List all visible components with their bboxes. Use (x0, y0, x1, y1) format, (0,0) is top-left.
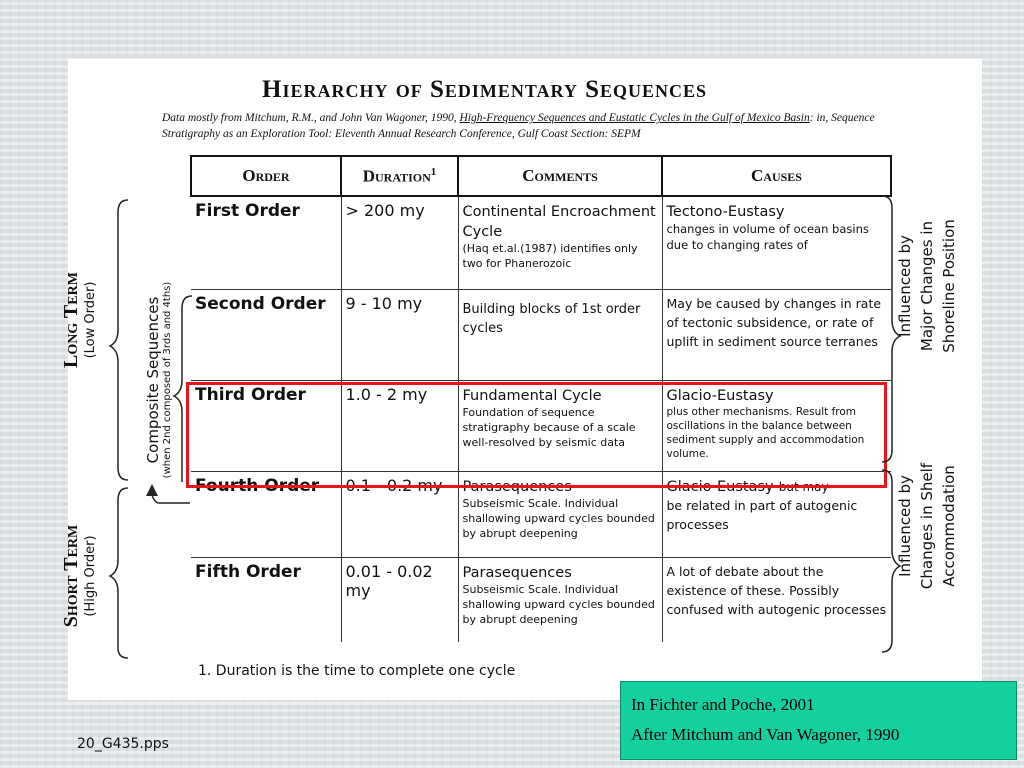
source-line-2: After Mitchum and Van Wagoner, 1990 (631, 725, 900, 744)
right-upper-line-1: Influenced by (896, 235, 914, 337)
cause-sub: May be caused by changes in rate of tectonic subsidence, or rate of uplift in sediment source terranes (666, 295, 882, 349)
short-term-subtitle: (High Order) (83, 535, 98, 617)
duration-cell: > 200 my (341, 196, 458, 289)
right-upper-label (894, 186, 966, 386)
page-title: Hierarchy of Sedimentary Sequences (262, 76, 708, 103)
cause-main: Glacio-Eustasy (666, 478, 774, 495)
comment-main: Building blocks of 1st order cycles (462, 301, 641, 336)
comment-sub: (Haq et.al.(1987) identifies only two for Phanerozoic (462, 242, 638, 270)
long-term-label (60, 220, 120, 420)
right-upper-line-3: Shoreline Position (940, 219, 958, 353)
short-term-title: Short Term (60, 524, 82, 628)
right-lower-line-1: Influenced by (896, 475, 914, 577)
duration-cell: 9 - 10 my (341, 289, 458, 380)
cause-sub: A lot of debate about the existence of these. Possibly confused with autogenic processes (666, 563, 887, 617)
composite-subtitle: (when 2nd composed of 3rds and 4ths) (162, 281, 173, 479)
header-duration-footnote-mark: 1 (430, 165, 437, 178)
header-comments: Comments (458, 156, 662, 196)
cause-main: Glacio-Eustasy (666, 387, 774, 404)
citation-title: High-Frequency Sequences and Eustatic Cycles in the Gulf of Mexico Basin (459, 112, 810, 124)
cause-sub: plus other mechanisms. Result from oscillations in the balance between sediment supply and accommodation volume. (666, 405, 865, 460)
right-lower-line-2: Changes in Shelf (918, 462, 936, 590)
file-name-label: 20_G435.pps (77, 736, 169, 752)
comment-sub: Subseismic Scale. Individual shallowing upward cycles bounded by abrupt deepening (462, 582, 655, 626)
long-term-subtitle: (Low Order) (83, 281, 98, 359)
order-cell: Second Order (191, 289, 341, 380)
short-term-label (60, 476, 120, 676)
comment-sub: Foundation of sequence stratigraphy because of a scale well-resolved by seismic data (462, 405, 636, 449)
composite-title: Composite Sequences (144, 296, 162, 464)
cause-sub: be related in part of autogenic processes (666, 497, 858, 532)
right-lower-line-3: Accommodation (940, 465, 958, 587)
header-order: Order (191, 156, 341, 196)
cause-sub: changes in volume of ocean basins due to changing rates of (666, 222, 869, 252)
duration-cell: 0.1 - 0.2 my (341, 471, 458, 557)
order-cell: Fifth Order (191, 557, 341, 642)
right-lower-label (894, 426, 966, 626)
comment-main: Parasequences (462, 478, 572, 495)
footnote: 1. Duration is the time to complete one cycle (198, 663, 516, 679)
citation-part1: Data mostly from Mitchum, R.M., and John Van Wagoner, 1990, (162, 112, 460, 124)
duration-cell: 0.01 - 0.02 my (341, 557, 458, 642)
source-box (620, 681, 1017, 760)
duration-cell: 1.0 - 2 my (341, 380, 458, 471)
comment-sub: Subseismic Scale. Individual shallowing upward cycles bounded by abrupt deepening (462, 496, 655, 540)
comment-main: Continental Encroachment Cycle (462, 204, 656, 240)
cause-tail: but may (778, 479, 829, 494)
composite-sequences-label (144, 250, 184, 510)
long-term-title: Long Term (60, 272, 82, 368)
comment-main: Parasequences (462, 564, 572, 581)
header-causes: Causes (662, 156, 891, 196)
order-cell: Fourth Order (191, 471, 341, 557)
header-duration-label: Duration (362, 166, 431, 186)
source-line-1: In Fichter and Poche, 2001 (631, 695, 815, 714)
order-cell: Third Order (191, 380, 341, 471)
right-upper-line-2: Major Changes in (918, 220, 936, 352)
citation-part2: : in, Sequence Stratigraphy as an Exploration Tool: Eleventh Annual Research Conference, Gulf Coast Section: SEPM (162, 112, 875, 140)
cause-main: Tectono-Eustasy (666, 204, 785, 220)
comment-main: Fundamental Cycle (462, 387, 602, 404)
order-cell: First Order (191, 196, 341, 289)
